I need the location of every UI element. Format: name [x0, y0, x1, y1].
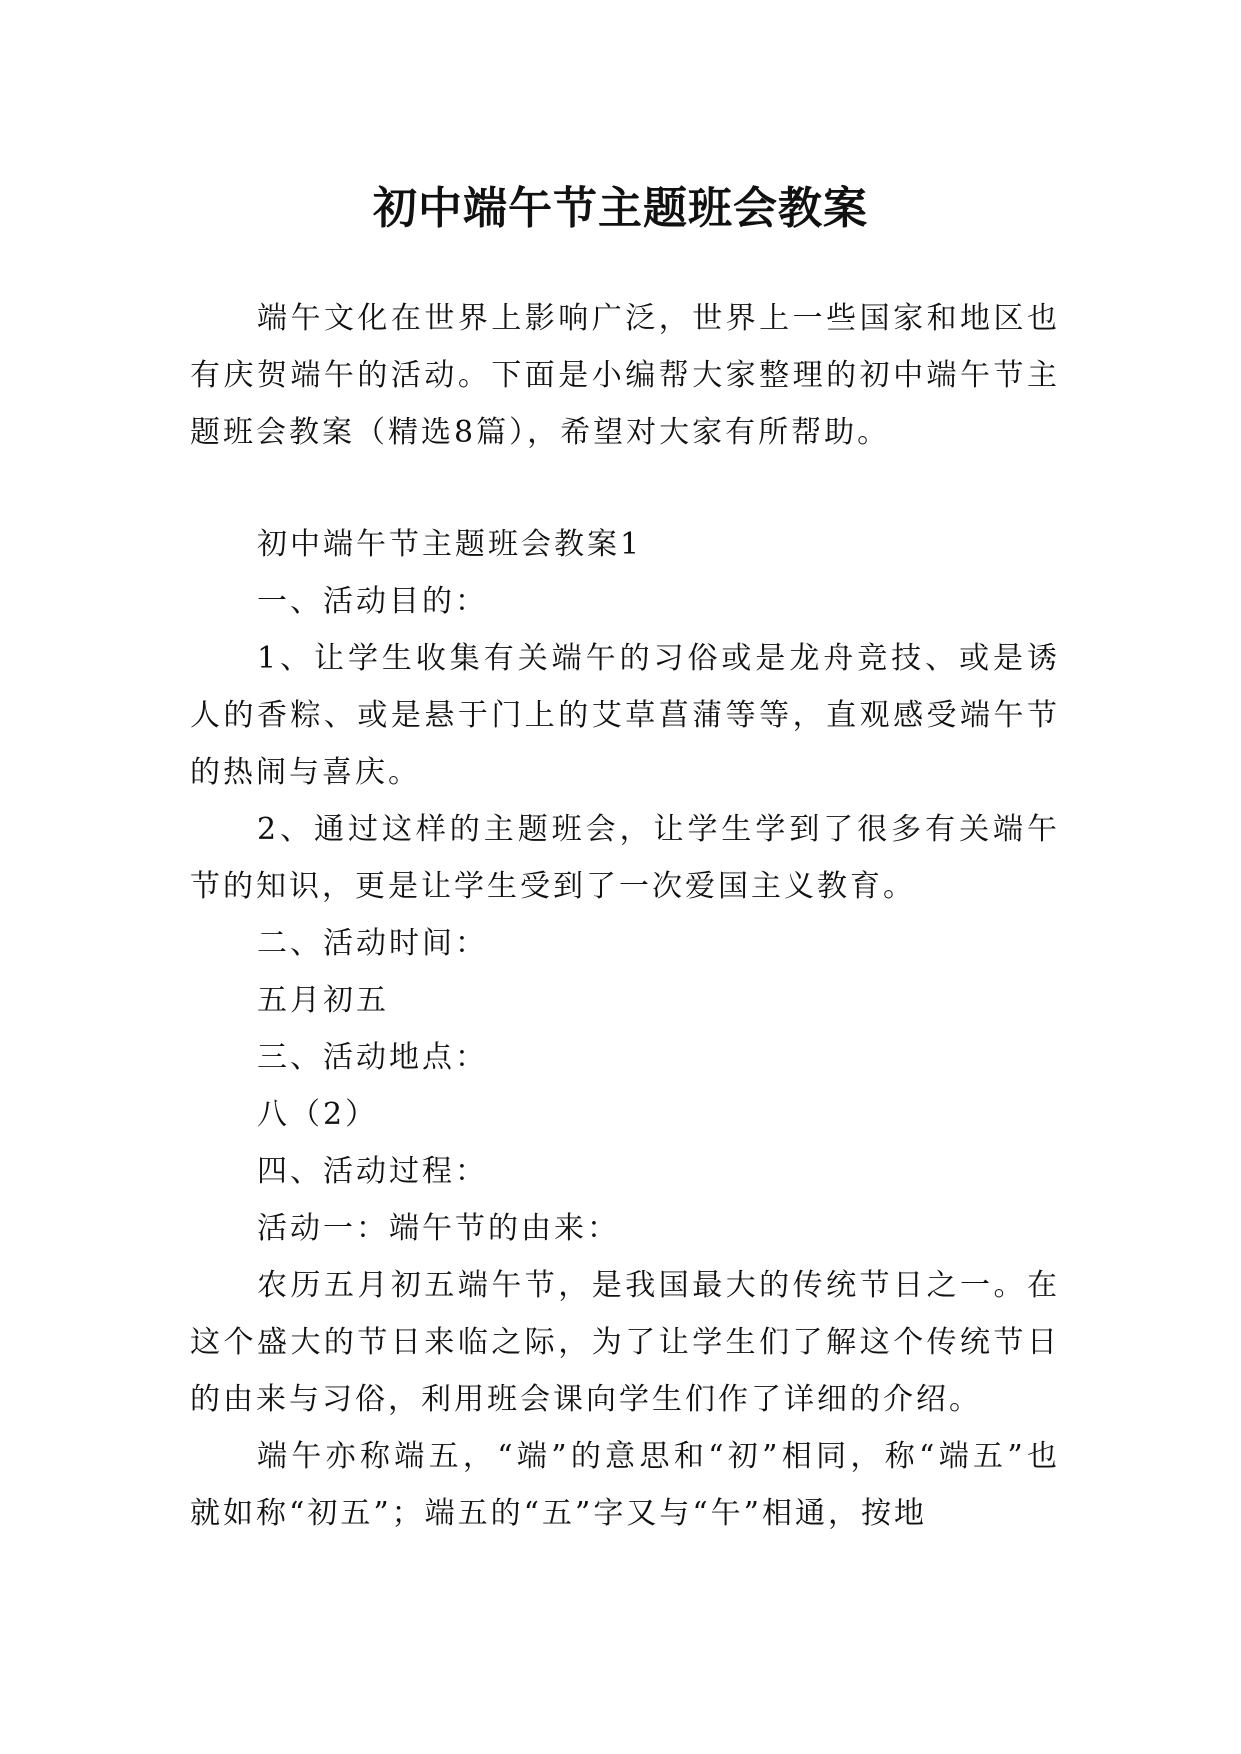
section-heading: 一、活动目的： [257, 584, 488, 619]
section-heading: 三、活动地点： [257, 1040, 488, 1075]
body-paragraph: 端午亦称端五，“端”的意思和“初”相同，称“端五”也就如称“初五”；端五的“五”字又与“午”相通，按地 [190, 1439, 1060, 1531]
body-paragraph: 农历五月初五端午节，是我国最大的传统节日之一。在这个盛大的节日来临之际，为了让学生们了解这个传统节日的由来与习俗，利用班会课向学生们作了详细的介绍。 [190, 1268, 1060, 1417]
page-title: 初中端午节主题班会教案 [373, 183, 868, 235]
section-heading: 四、活动过程： [257, 1154, 488, 1189]
body-paragraph: 八（2） [257, 1097, 379, 1132]
section-heading: 二、活动时间： [257, 926, 488, 961]
section-heading: 初中端午节主题班会教案1 [257, 527, 643, 562]
intro-paragraph: 端午文化在世界上影响广泛，世界上一些国家和地区也有庆贺端午的活动。下面是小编帮大家整理的初中端午节主题班会教案（精选8篇），希望对大家有所帮助。 [190, 301, 1060, 450]
document-body [190, 290, 1060, 1542]
section-heading: 活动一：端午节的由来： [257, 1211, 620, 1246]
body-paragraph: 1、让学生收集有关端午的习俗或是龙舟竞技、或是诱人的香粽、或是悬于门上的艾草菖蒲等等，直观感受端午节的热闹与喜庆。 [190, 641, 1060, 790]
body-paragraph: 五月初五 [257, 983, 389, 1018]
body-paragraph: 2、通过这样的主题班会，让学生学到了很多有关端午节的知识，更是让学生受到了一次爱国主义教育。 [190, 812, 1060, 904]
